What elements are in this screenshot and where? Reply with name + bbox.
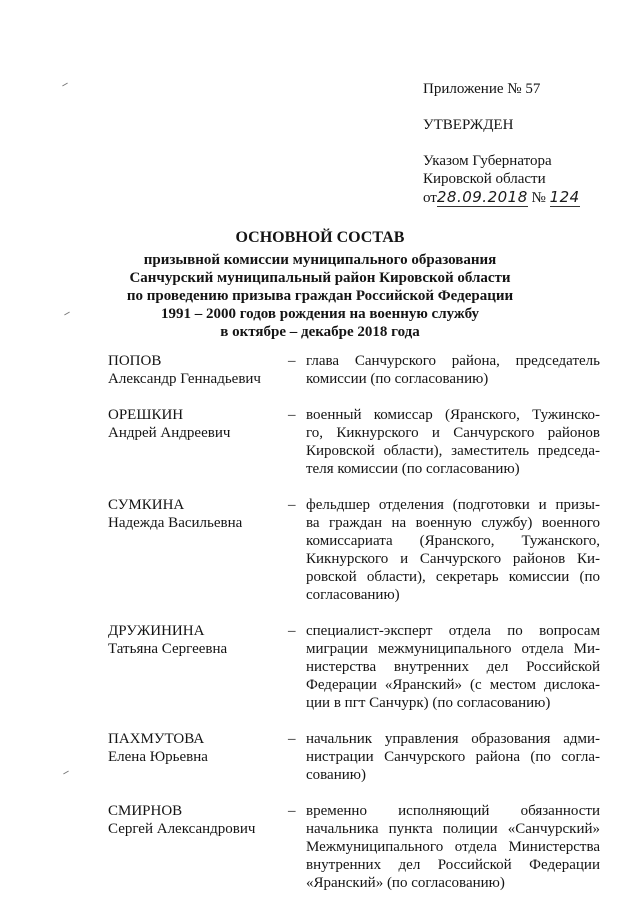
- dash-separator: –: [288, 731, 296, 747]
- member-sumkina: [108, 496, 600, 604]
- role-line: начальника пункта полиции «Санчурский»: [306, 821, 600, 837]
- member-smirnov: [108, 802, 600, 892]
- role-line: фельдшер отделения (подготовки и призы-: [306, 497, 600, 513]
- member-role: [306, 802, 600, 892]
- scan-mark: [63, 771, 69, 775]
- title-line-2: Санчурский муниципальный район Кировской области: [129, 270, 511, 286]
- number-label: №: [531, 190, 546, 206]
- role-line: Кировской области), заместитель председа-: [306, 443, 600, 459]
- member-name: [108, 622, 288, 712]
- role-line: начальник управления образования адми-: [306, 731, 600, 747]
- title-line-1: призывной комиссии муниципального образования: [143, 252, 497, 268]
- commission-members-list: [108, 352, 600, 892]
- dash-separator: –: [288, 407, 296, 423]
- role-line: внутренних дел Российской Федерации: [306, 857, 600, 873]
- approved-label: УТВЕРЖДЕН: [423, 117, 514, 133]
- decree-line-1: Указом Губернатора: [423, 153, 552, 169]
- member-surname: ПАХМУТОВА: [108, 731, 205, 747]
- role-line: специалист-эксперт отдела по вопросам: [306, 623, 600, 639]
- dash-separator: –: [288, 803, 296, 819]
- member-given-names: Надежда Васильевна: [108, 515, 243, 531]
- title-main: ОСНОВНОЙ СОСТАВ: [235, 229, 405, 246]
- member-popov: [108, 352, 600, 388]
- decree-line-2: Кировской области: [423, 171, 546, 187]
- role-line: нистрации Санчурского района (по согла-: [306, 749, 600, 765]
- member-pakhmutova: [108, 730, 600, 784]
- role-line: теля комиссии (по согласованию): [306, 461, 520, 477]
- role-line: глава Санчурского района, председатель: [306, 353, 600, 369]
- scan-mark: [62, 83, 68, 87]
- document-title: [100, 228, 540, 341]
- member-given-names: Андрей Андреевич: [108, 425, 231, 441]
- member-oreshkin: [108, 406, 600, 478]
- decree-date-line: [423, 188, 580, 207]
- member-role: [306, 730, 600, 784]
- role-line: нистерства внутренних дел Российской: [306, 659, 600, 675]
- dash-separator: –: [288, 497, 296, 513]
- handwritten-date: 28.09.2018: [436, 188, 528, 206]
- role-line: комиссариата (Яранского, Тужанского,: [306, 533, 600, 549]
- member-role: [306, 406, 600, 478]
- member-given-names: Татьяна Сергеевна: [108, 641, 228, 657]
- member-surname: СУМКИНА: [108, 497, 185, 513]
- role-line: комиссии (по согласованию): [306, 371, 489, 387]
- role-line: временно исполняющий обязанности: [306, 803, 600, 819]
- role-line: Федерации «Яранский» (с местом дислока-: [306, 677, 600, 693]
- dash-separator: –: [288, 353, 296, 369]
- member-name: [108, 352, 288, 388]
- role-line: Межмуниципального отдела Министерства: [306, 839, 600, 855]
- approval-block: [423, 80, 580, 207]
- title-line-5: в октябре – декабре 2018 года: [220, 324, 420, 340]
- member-name: [108, 496, 288, 604]
- member-given-names: Александр Геннадьевич: [108, 371, 261, 387]
- role-line: сованию): [306, 767, 366, 783]
- member-druzhinina: [108, 622, 600, 712]
- role-line: «Яранский» (по согласованию): [306, 875, 505, 891]
- role-line: миграции межмуниципального отдела Ми-: [306, 641, 600, 657]
- role-line: ва граждан на военную службу) военного: [306, 515, 600, 531]
- dash-separator: –: [288, 623, 296, 639]
- handwritten-number: 124: [549, 188, 580, 206]
- member-surname: СМИРНОВ: [108, 803, 183, 819]
- member-name: [108, 802, 288, 892]
- member-surname: ДРУЖИНИНА: [108, 623, 205, 639]
- member-name: [108, 406, 288, 478]
- member-role: [306, 496, 600, 604]
- scan-mark: [64, 312, 70, 316]
- title-line-4: 1991 – 2000 годов рождения на военную службу: [160, 306, 480, 322]
- member-given-names: Елена Юрьевна: [108, 749, 208, 765]
- title-line-3: по проведению призыва граждан Российской Федерации: [126, 288, 514, 304]
- role-line: военный комиссар (Яранского, Тужинско-: [306, 407, 600, 423]
- member-given-names: Сергей Александрович: [108, 821, 256, 837]
- member-surname: ОРЕШКИН: [108, 407, 184, 423]
- role-line: ровской области), секретарь комиссии (по: [306, 569, 600, 585]
- member-name: [108, 730, 288, 784]
- member-surname: ПОПОВ: [108, 353, 162, 369]
- date-prefix: от: [423, 190, 437, 206]
- role-line: го, Кикнурского и Санчурского районов: [306, 425, 600, 441]
- role-line: согласованию): [306, 587, 400, 603]
- member-role: [306, 622, 600, 712]
- appendix-number: Приложение № 57: [423, 81, 541, 97]
- role-line: Кикнурского и Санчурского районов Ки-: [306, 551, 600, 567]
- role-line: ции в пгт Санчурк) (по согласованию): [306, 695, 551, 711]
- member-role: [306, 352, 600, 388]
